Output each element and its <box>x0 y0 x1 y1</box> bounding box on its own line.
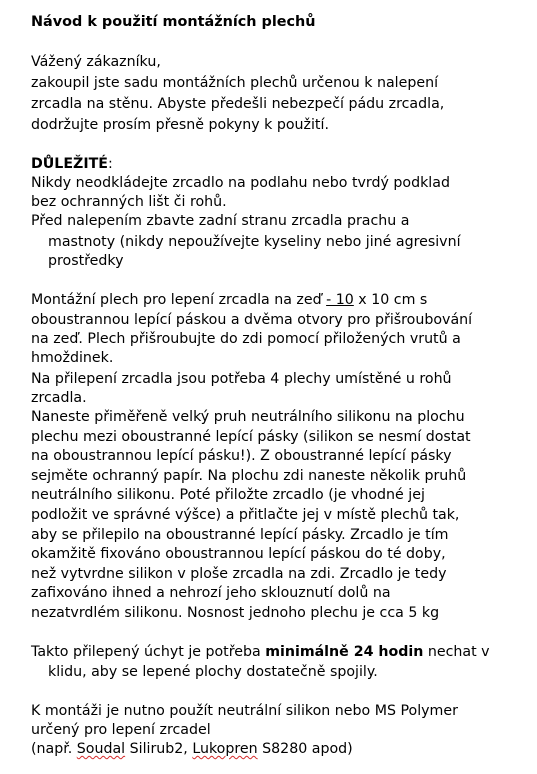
plate-line: než vytvrdne silikon v ploše zrcadla na zdi. Zrcadlo je tedy <box>31 566 447 582</box>
important-colon: : <box>107 156 113 172</box>
cure-duration: minimálně 24 hodin <box>265 644 424 660</box>
silicone-line: určený pro lepení zrcadel <box>31 722 211 738</box>
plate-line: Na přilepení zrcadla jsou potřeba 4 plechy umístěné u rohů <box>31 371 452 387</box>
plate-line: okamžitě fixováno oboustrannou lepící páskou do té doby, <box>31 546 446 562</box>
spellcheck-word: Soudal <box>76 741 126 757</box>
important-line: Před nalepením zbavte zadní stranu zrcadla prachu a <box>31 213 410 229</box>
cure-text: nechat v <box>423 644 490 660</box>
plate-line: zrcadla. <box>31 390 87 406</box>
cure-line: klidu, aby se lepené plochy dostatečně spojily. <box>48 664 378 680</box>
plate-line: na zeď. Plech přišroubujte do zdi pomocí přiložených vrutů a <box>31 331 461 347</box>
plate-line: Naneste přiměřeně velký pruh neutrálního silikonu na plochu <box>31 409 465 425</box>
silicone-line: K montáži je nutno použít neutrální silikon nebo MS Polymer <box>31 703 458 719</box>
plate-line: aby se přilepilo na oboustranné lepící pásky. Zrcadlo je tím <box>31 527 449 543</box>
silicone-text: (např. <box>31 741 77 757</box>
important-heading <box>31 155 113 174</box>
plate-line: nezatvrdlém silikonu. Nosnost jednoho plechu je cca 5 kg <box>31 605 440 621</box>
plate-line: zafixováno ihned a nehrozí jeho sklouznutí dolů na <box>31 585 391 601</box>
plate-text: x 10 cm s <box>353 292 428 308</box>
important-line: Nikdy neodkládejte zrcadlo na podlahu nebo tvrdý podklad <box>31 175 450 191</box>
spellcheck-word: Lukopren <box>192 741 258 757</box>
intro-line: dodržujte prosím přesně pokyny k použití. <box>31 117 329 133</box>
plate-line: na oboustrannou lepící pásku!). Z oboustranné lepící pásky <box>31 448 452 464</box>
plate-line: sejměte ochranný papír. Na plochu zdi naneste několik pruhů <box>31 468 467 484</box>
plate-line <box>31 291 427 310</box>
silicone-line <box>31 740 353 759</box>
cure-text: Takto přilepený úchyt je potřeba <box>31 644 266 660</box>
plate-size: - 10 <box>326 292 354 308</box>
important-line: mastnoty (nikdy nepoužívejte kyseliny nebo jiné agresivní <box>48 234 461 250</box>
document-title: Návod k použití montážních plechů <box>31 14 316 30</box>
important-line: prostředky <box>48 253 124 269</box>
greeting: Vážený zákazníku, <box>31 54 161 70</box>
intro-line: zrcadla na stěnu. Abyste předešli nebezpečí pádu zrcadla, <box>31 96 445 112</box>
cure-line <box>31 643 490 662</box>
plate-line: plechu mezi oboustranné lepící pásky (silikon se nesmí dostat <box>31 429 471 445</box>
silicone-text: S8280 apod) <box>257 741 353 757</box>
important-line: bez ochranných lišt či rohů. <box>31 194 227 210</box>
silicone-text: Silirub2, <box>125 741 193 757</box>
plate-line: neutrálního silikonu. Poté přiložte zrcadlo (je vhodné jej <box>31 487 425 503</box>
intro-line: zakoupil jste sadu montážních plechů určenou k nalepení <box>31 75 439 91</box>
plate-line: hmoždinek. <box>31 350 114 366</box>
plate-line: podložit ve správné výšce) a přitlačte jej v místě plechů tak, <box>31 507 460 523</box>
plate-line: oboustrannou lepící páskou a dvěma otvory pro přišroubování <box>31 312 473 328</box>
important-label: DŮLEŽITÉ <box>31 156 108 172</box>
plate-text: Montážní plech pro lepení zrcadla na zeď <box>31 292 327 308</box>
